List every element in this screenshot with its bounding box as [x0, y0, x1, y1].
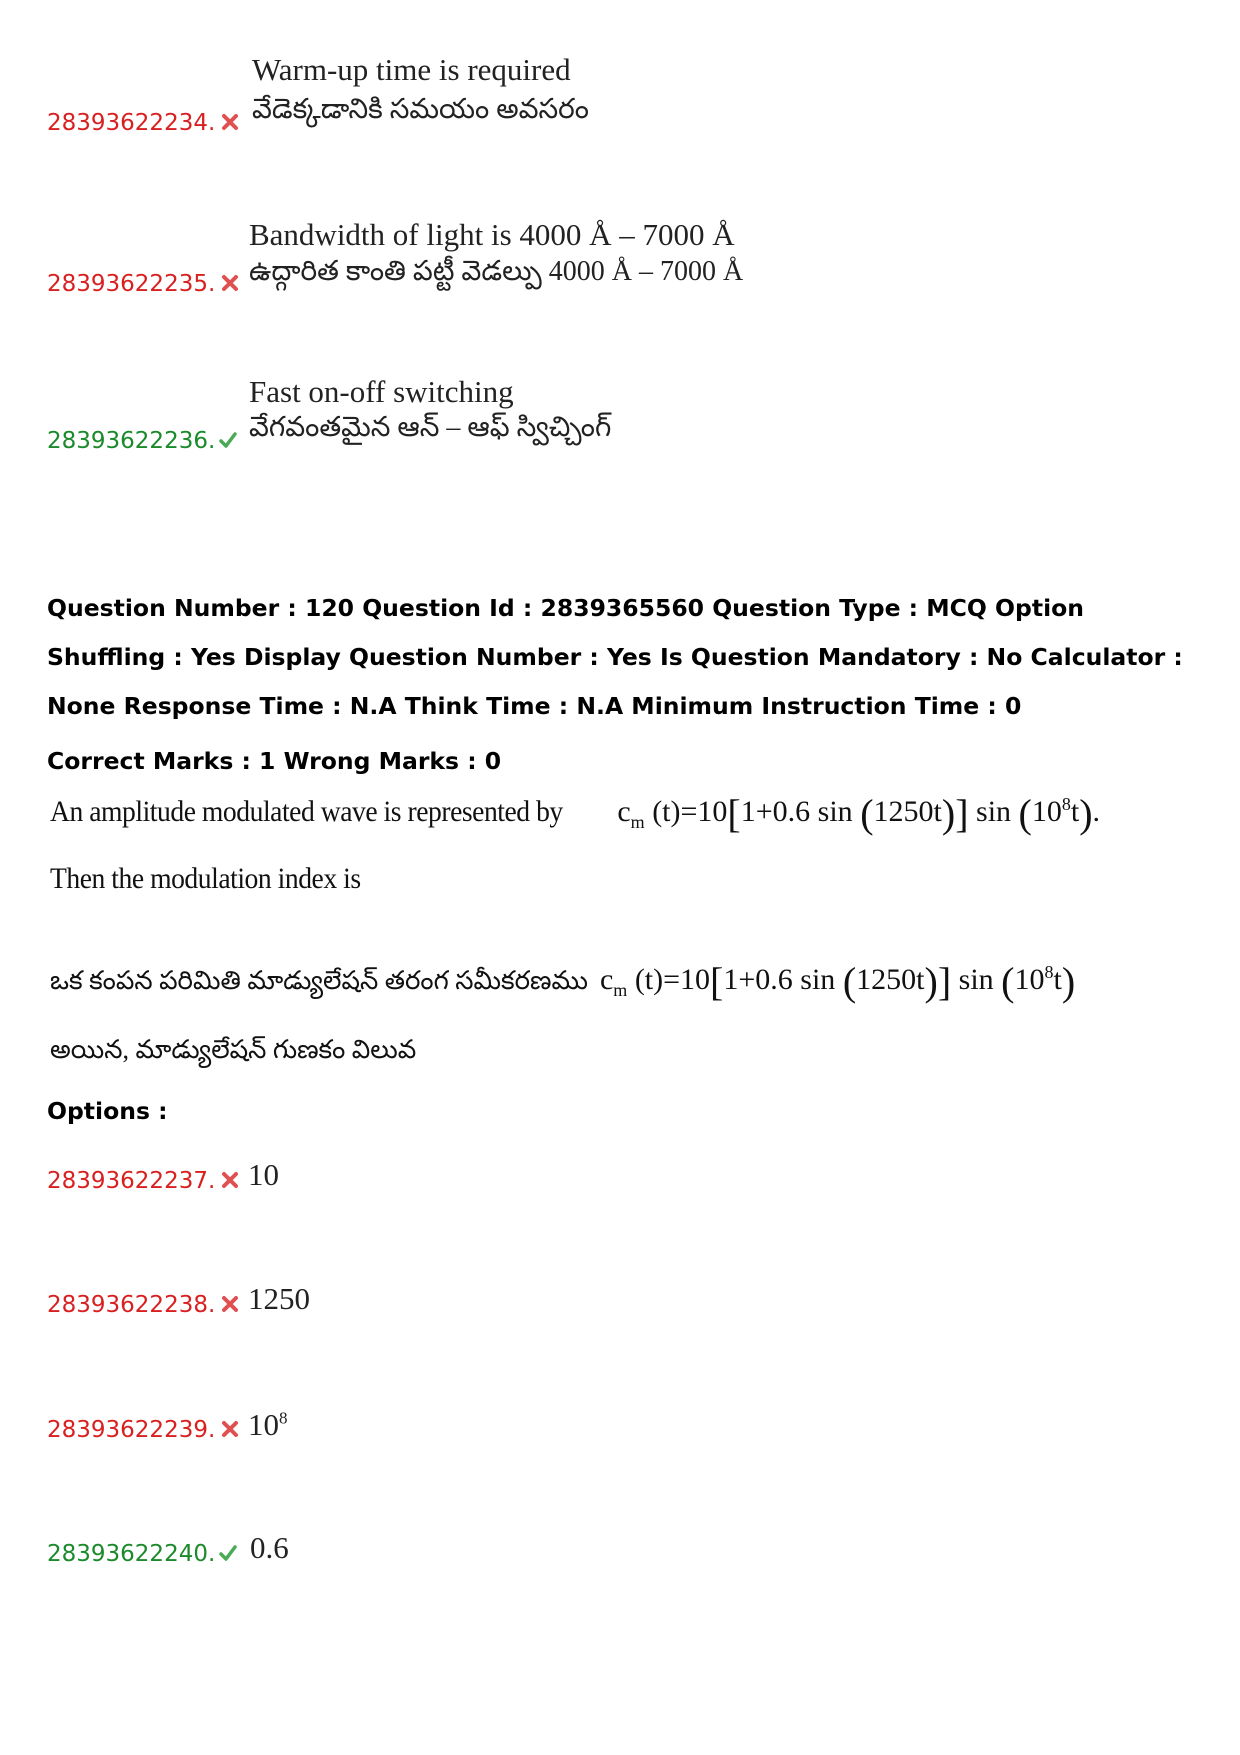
question-text-te	[50, 958, 1075, 1005]
option-text-en: Fast on-off switching	[249, 374, 514, 409]
option-text-en: Bandwidth of light is 4000 Å – 7000 Å	[249, 217, 735, 252]
question-meta: Question Number : 120 Question Id : 2839365560 Question Type : MCQ Option Shuffling : Yes Display Question Number : Yes Is Question Mandatory : No Calculator : None Response Time : N.A Think Time : N.A Minimum Instruction Time : 0	[47, 594, 1183, 720]
option-text-te: వేడెక్కడానికి సమయం అవసరం	[252, 94, 589, 125]
option-text-en: Warm-up time is required	[252, 52, 571, 87]
question-text-en	[50, 790, 1100, 837]
option-text-te: ఉద్గారిత కాంతి పట్టీ వెడల్పు 4000 Å – 7000 Å	[249, 256, 744, 287]
options-label: Options :	[47, 1097, 168, 1125]
option-id: 28393622237.	[47, 1168, 216, 1194]
option-id: 28393622236.	[47, 428, 216, 454]
option-text-te: వేగవంతమైన ఆన్ – ఆఫ్ స్విచ్చింగ్	[249, 412, 612, 443]
option-id: 28393622238.	[47, 1292, 216, 1318]
option-value: 0.6	[250, 1530, 289, 1565]
cross-icon	[220, 112, 240, 132]
option-id: 28393622239.	[47, 1417, 216, 1443]
option-id: 28393622240.	[47, 1541, 216, 1567]
cross-icon	[220, 1170, 240, 1190]
check-icon	[218, 1543, 238, 1563]
check-icon	[218, 430, 238, 450]
option-value: 1250	[248, 1281, 310, 1316]
question-text-te-1: ఒక కంపన పరిమితి మాడ్యులేషన్ తరంగ సమీకరణము	[50, 966, 588, 995]
formula-te: $c_m$ (t)=10[1+0.6 sin (1250t)] $\sin (10^8t)$	[599, 959, 1076, 1004]
question-text-en-2: Then the modulation index is	[50, 862, 361, 895]
cross-icon	[220, 1419, 240, 1439]
option-value: $10^8$	[248, 1407, 288, 1442]
question-marks: Correct Marks : 1 Wrong Marks : 0	[47, 747, 502, 775]
option-id: 28393622234.	[47, 110, 216, 136]
option-id: 28393622235.	[47, 271, 216, 297]
formula: $c_m$ (t)=10[1+0.6 sin (1250t)] $\sin (10^8t)$.	[617, 791, 1101, 836]
cross-icon	[220, 1294, 240, 1314]
cross-icon	[220, 273, 240, 293]
option-value: 10	[248, 1157, 279, 1192]
question-text-en-1: An amplitude modulated wave is represented by	[50, 795, 563, 828]
question-text-te-2: అయిన, మాడ్యులేషన్ గుణకం విలువ	[50, 1035, 417, 1064]
